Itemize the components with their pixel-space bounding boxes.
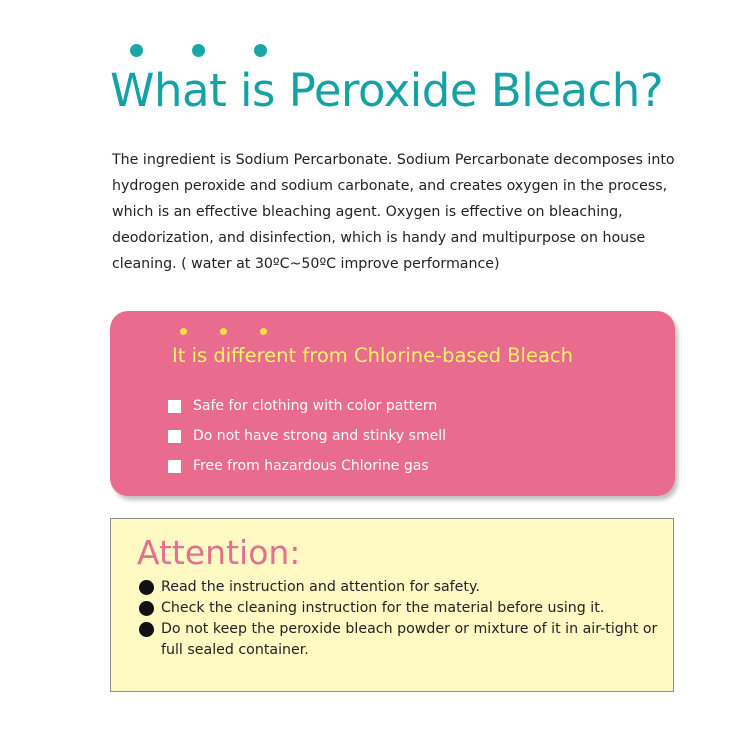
dot-icon: [220, 328, 227, 335]
dot-icon: [192, 44, 205, 57]
attention-text: Check the cleaning instruction for the material before using it.: [161, 600, 605, 616]
attention-list: [139, 577, 659, 661]
dot-icon: [260, 328, 267, 335]
bullet-icon: [139, 580, 154, 595]
decorative-dots-top: [130, 44, 270, 58]
attention-item: [139, 598, 659, 619]
bullet-icon: [139, 601, 154, 616]
attention-item: [139, 619, 659, 661]
feature-label: Safe for clothing with color pattern: [193, 398, 438, 414]
feature-item: [168, 391, 446, 421]
intro-paragraph: The ingredient is Sodium Percarbonate. Sodium Percarbonate decomposes into hydrogen peroxide and sodium carbonate, and creates oxygen in the process, which is an effective bleaching agent. Oxygen is effective on bleaching, deodorization, and disinfection, which is handy and multipurpose on house cleaning. ( water at 30ºC~50ºC improve performance): [112, 152, 675, 272]
checkbox-icon: [168, 400, 181, 413]
checkbox-icon: [168, 430, 181, 443]
feature-list: [168, 391, 446, 481]
decorative-dots-panel: [180, 328, 270, 336]
page-title: What is Peroxide Bleach?: [110, 64, 664, 117]
feature-item: [168, 421, 446, 451]
attention-title: Attention:: [137, 533, 301, 572]
feature-label: Do not have strong and stinky smell: [193, 428, 446, 444]
feature-item: [168, 451, 446, 481]
attention-text: Do not keep the peroxide bleach powder or mixture of it in air-tight or full sealed container.: [161, 621, 658, 658]
attention-item: [139, 577, 659, 598]
comparison-panel: [110, 311, 675, 496]
checkbox-icon: [168, 460, 181, 473]
comparison-title: It is different from Chlorine-based Bleach: [172, 344, 573, 367]
dot-icon: [130, 44, 143, 57]
attention-text: Read the instruction and attention for safety.: [161, 579, 480, 595]
feature-label: Free from hazardous Chlorine gas: [193, 458, 429, 474]
bullet-icon: [139, 622, 154, 637]
dot-icon: [180, 328, 187, 335]
attention-panel: [110, 518, 674, 692]
dot-icon: [254, 44, 267, 57]
